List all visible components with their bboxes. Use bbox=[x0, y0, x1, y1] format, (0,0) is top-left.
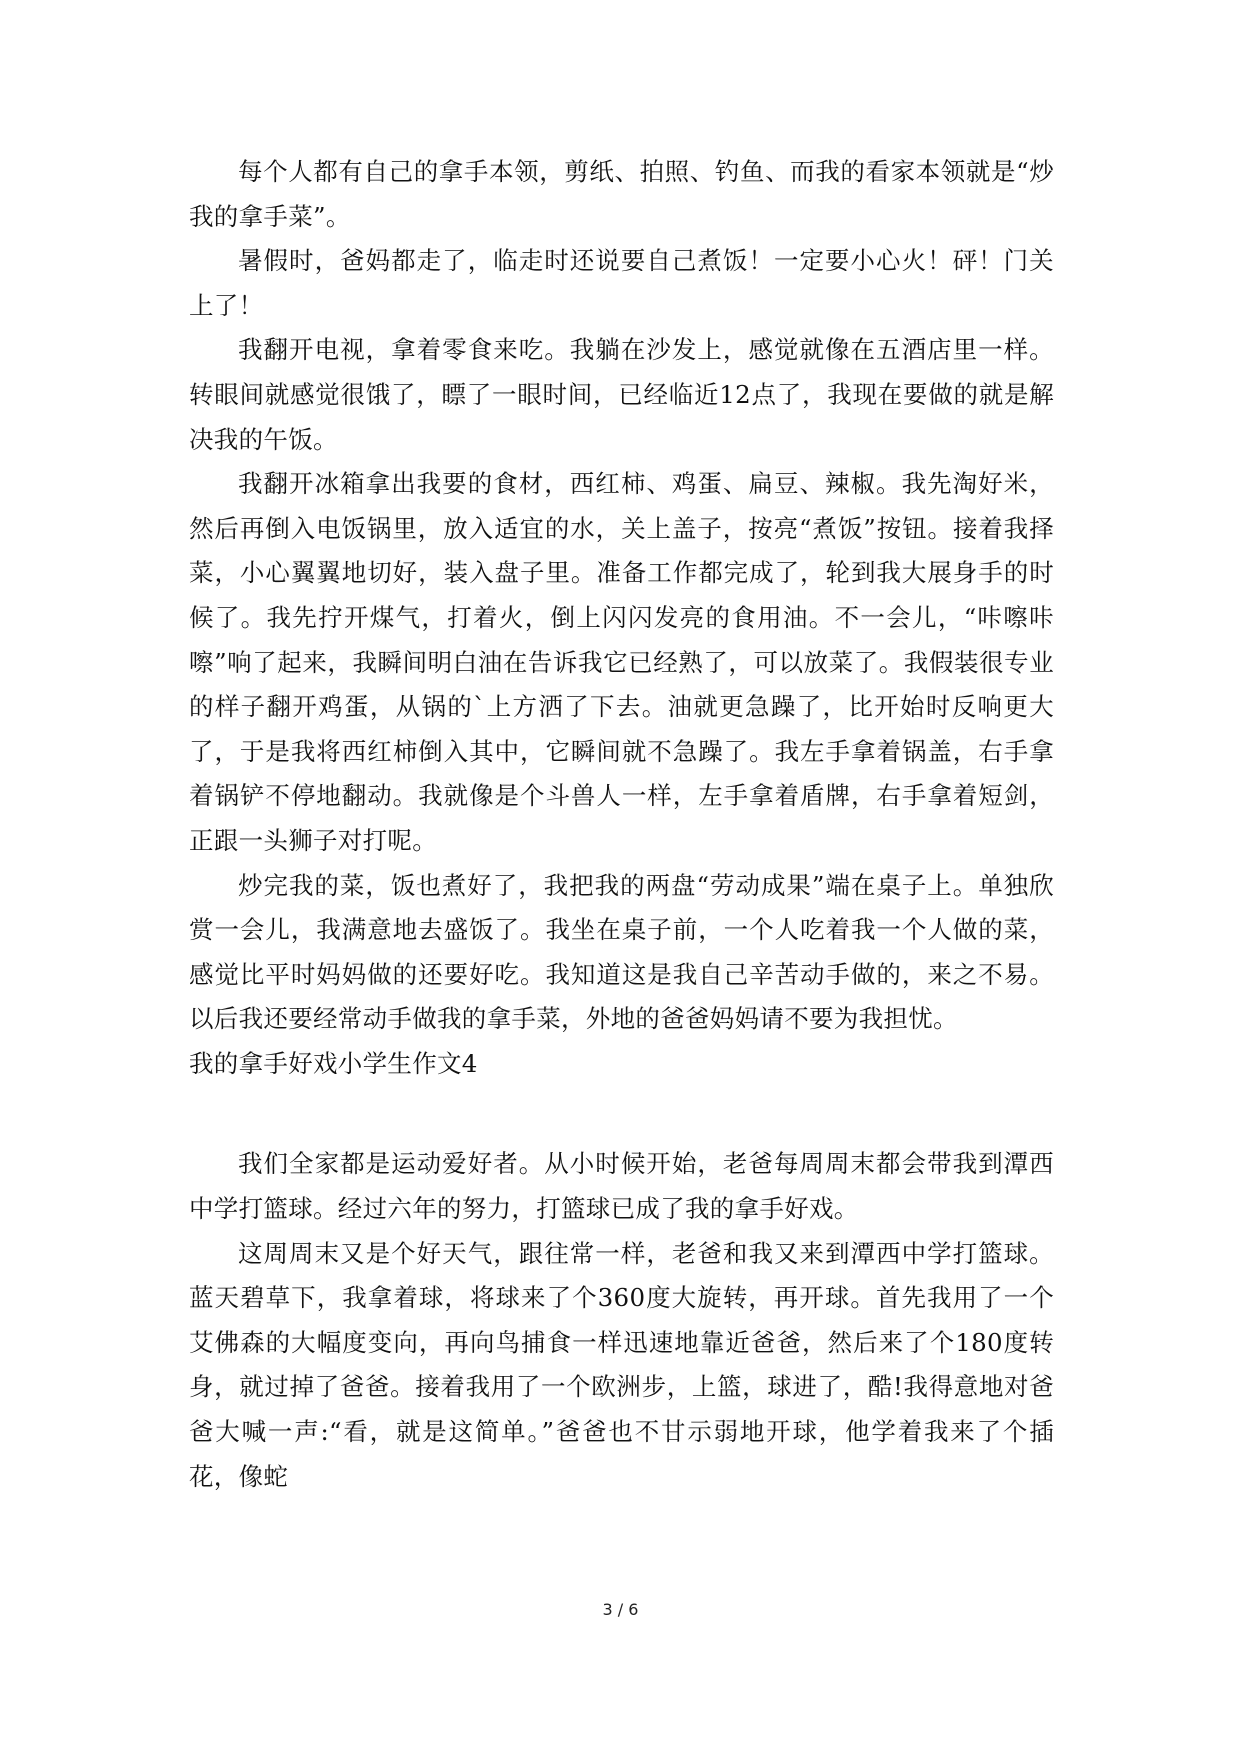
paragraph: 我翻开冰箱拿出我要的食材，西红柿、鸡蛋、扁豆、辣椒。我先淘好米，然后再倒入电饭锅里，放入适宜的水，关上盖子，按亮“煮饭”按钮。接着我择菜，小心翼翼地切好，装入盘子里。准备工作都完成了，轮到我大展身手的时候了。我先拧开煤气，打着火，倒上闪闪发亮的食用油。不一会儿，“咔嚓咔嚓”响了起来，我瞬间明白油在告诉我它已经熟了，可以放菜了。我假装很专业的样子翻开鸡蛋，从锅的`上方洒了下去。油就更急躁了，比开始时反响更大了，于是我将西红柿倒入其中，它瞬间就不急躁了。我左手拿着锅盖，右手拿着锅铲不停地翻动。我就像是个斗兽人一样，左手拿着盾牌，右手拿着短剑，正跟一头狮子对打呢。 bbox=[189, 469, 1054, 855]
paragraph: 暑假时，爸妈都走了，临走时还说要自己煮饭！一定要小心火！砰！门关上了！ bbox=[189, 246, 1054, 320]
paragraph: 炒完我的菜，饭也煮好了，我把我的两盘“劳动成果”端在桌子上。单独欣赏一会儿，我满意地去盛饭了。我坐在桌子前，一个人吃着我一个人做的菜，感觉比平时妈妈做的还要好吃。我知道这是我自己辛苦动手做的，来之不易。以后我还要经常动手做我的拿手菜，外地的爸爸妈妈请不要为我担忧。 bbox=[189, 870, 1054, 1034]
paragraph: 我们全家都是运动爱好者。从小时候开始，老爸每周周末都会带我到潭西中学打篮球。经过六年的努力，打篮球已成了我的拿手好戏。 bbox=[189, 1149, 1054, 1224]
document-body bbox=[189, 150, 1054, 1499]
paragraph: 这周周末又是个好天气，跟往常一样，老爸和我又来到潭西中学打篮球。蓝天碧草下，我拿着球，将球来了个360度大旋转，再开球。首先我用了一个艾佛森的大幅度变向，再向鸟捕食一样迅速地靠近爸爸，然后来了个180度转身，就过掉了爸爸。接着我用了一个欧洲步，上篮，球进了，酷!我得意地对爸爸大喊一声:“看，就是这简单。”爸爸也不甘示弱地开球，他学着我来了个插花，像蛇 bbox=[189, 1238, 1054, 1491]
page-number: 3 / 6 bbox=[602, 1600, 639, 1619]
section-spacer bbox=[189, 1086, 1054, 1142]
paragraph: 我翻开电视，拿着零食来吃。我躺在沙发上，感觉就像在五酒店里一样。转眼间就感觉很饿了，瞟了一眼时间，已经临近12点了，我现在要做的就是解决我的午饭。 bbox=[189, 335, 1054, 454]
paragraph: 每个人都有自己的拿手本领，剪纸、拍照、钓鱼、而我的看家本领就是“炒我的拿手菜”。 bbox=[189, 157, 1054, 231]
section-title: 我的拿手好戏小学生作文4 bbox=[189, 1048, 478, 1078]
